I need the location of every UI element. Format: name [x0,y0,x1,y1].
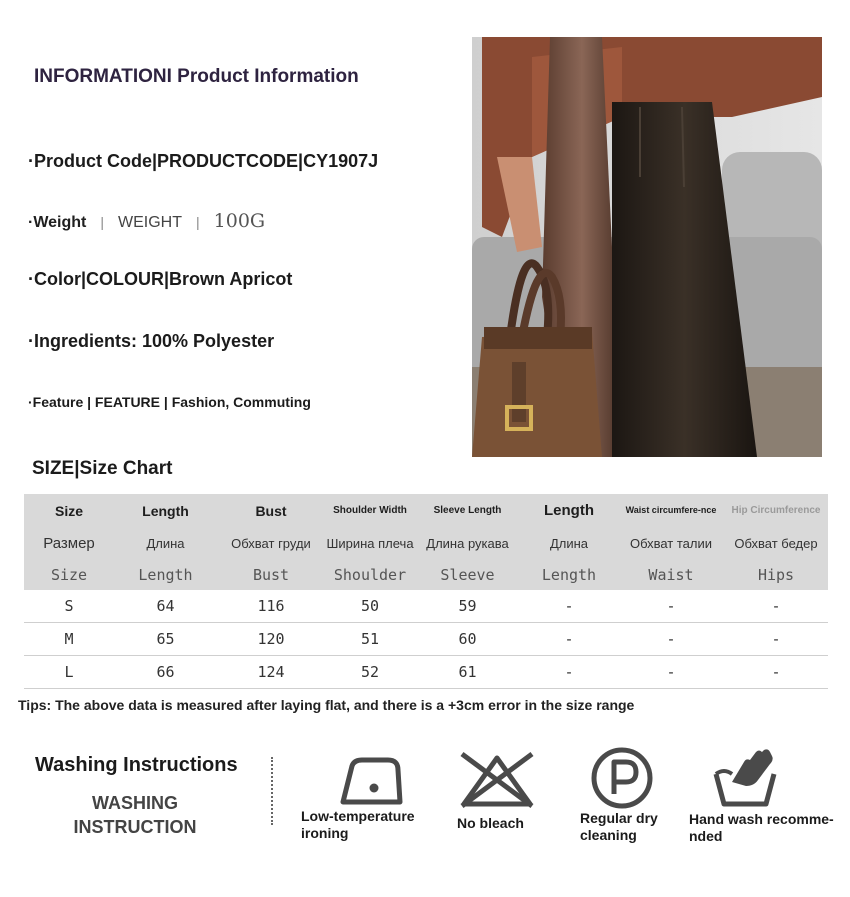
header-cell: Обхват груди [217,527,325,560]
header-cell: Обхват бедер [724,527,828,560]
header-cell: Длина [520,527,618,560]
size-tips: Tips: The above data is measured after laying flat, and there is a +3cm error in the size range [18,697,635,713]
header-cell: Length [114,560,217,590]
product-photo [472,37,822,457]
page-title: INFORMATIONI Product Information [34,66,359,87]
weight-value: 100G [213,210,266,232]
table-cell: 64 [114,590,217,623]
weight-label-en: WEIGHT [118,214,182,231]
washing-subtitle-line: INSTRUCTION [73,817,197,837]
table-cell: - [724,590,828,623]
regular-dry-cleaning-icon [590,746,654,815]
product-feature: ·Feature | FEATURE | Fashion, Commuting [28,394,311,410]
low-temperature-iron-icon [338,752,408,813]
care-label-line: No bleach [457,815,524,831]
header-cell: Size [24,494,114,527]
table-cell: S [24,590,114,623]
care-label-line: nded [689,828,723,844]
table-row [24,623,828,656]
table-cell: 50 [325,590,415,623]
weight-label: ·Weight [28,214,87,231]
care-label-line: ironing [301,825,349,841]
header-cell: Ширина плеча [325,527,415,560]
product-color: ·Color|COLOUR|Brown Apricot [28,269,293,289]
size-chart-header-en [24,494,828,527]
no-bleach-icon [458,750,536,815]
header-cell: Обхват талии [618,527,724,560]
washing-subtitle [60,791,210,839]
table-cell: - [520,656,618,689]
header-cell: Hip Circumference [724,494,828,527]
weight-separator: | [196,214,200,230]
care-label-line: Low-temperature [301,808,415,824]
header-cell: Hips [724,560,828,590]
table-cell: 61 [415,656,520,689]
header-cell: Length [114,494,217,527]
product-photo-illustration [472,37,822,457]
care-label-line: Regular dry [580,810,658,826]
table-cell: - [618,656,724,689]
size-chart-header-ru [24,527,828,560]
hand-wash-icon [712,748,778,813]
header-cell: Bust [217,560,325,590]
header-cell: Waist circumfere-nce [618,494,724,527]
table-cell: 120 [217,623,325,656]
table-cell: - [618,623,724,656]
weight-row [28,210,265,232]
care-label-dry-cleaning [580,810,658,844]
header-cell: Длина [114,527,217,560]
table-cell: - [724,656,828,689]
table-cell: - [520,590,618,623]
weight-separator: | [100,214,104,230]
product-ingredients: ·Ingredients: 100% Polyester [28,331,275,351]
header-cell: Length [520,494,618,527]
washing-title: Washing Instructions [35,754,238,776]
size-chart-header-short [24,560,828,590]
header-cell: Size [24,560,114,590]
washing-divider [271,757,273,825]
header-cell: Length [520,560,618,590]
table-cell: - [618,590,724,623]
care-label-line: Hand wash recomme- [689,811,834,827]
header-cell: Размер [24,527,114,560]
care-label-line: cleaning [580,827,637,843]
care-label-no-bleach [457,815,524,832]
table-cell: 59 [415,590,520,623]
header-cell: Bust [217,494,325,527]
table-cell: M [24,623,114,656]
table-row [24,656,828,689]
table-cell: - [520,623,618,656]
table-cell: 124 [217,656,325,689]
product-code: ·Product Code|PRODUCTCODE|CY1907J [28,151,379,171]
header-cell: Shoulder Width [325,494,415,527]
size-chart-title: SIZE|Size Chart [32,458,173,479]
care-label-ironing [301,808,415,842]
header-cell: Shoulder [325,560,415,590]
header-cell: Sleeve [415,560,520,590]
table-cell: 60 [415,623,520,656]
size-chart-table [24,494,828,689]
table-cell: 116 [217,590,325,623]
table-cell: 51 [325,623,415,656]
header-cell: Sleeve Length [415,494,520,527]
table-cell: L [24,656,114,689]
table-cell: 65 [114,623,217,656]
table-cell: 66 [114,656,217,689]
table-cell: 52 [325,656,415,689]
care-label-hand-wash [689,811,834,845]
table-cell: - [724,623,828,656]
header-cell: Waist [618,560,724,590]
washing-subtitle-line: WASHING [91,793,178,813]
table-row [24,590,828,623]
header-cell: Длина рукава [415,527,520,560]
